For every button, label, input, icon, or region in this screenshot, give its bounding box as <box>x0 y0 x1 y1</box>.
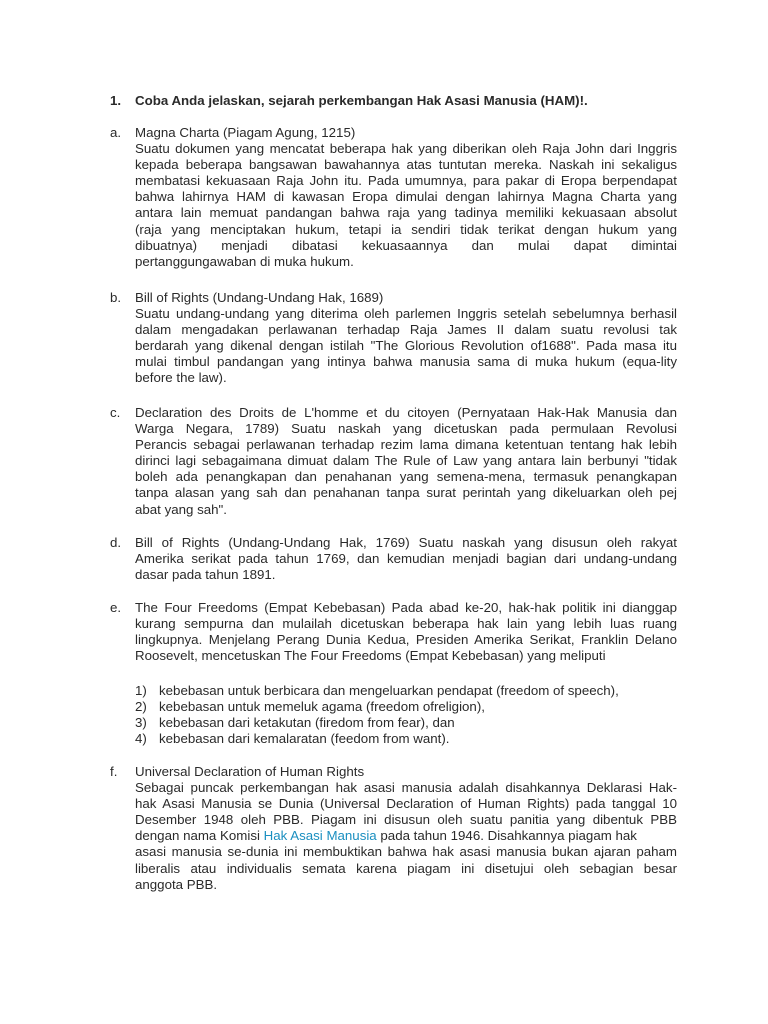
section-marker: e. <box>110 600 122 615</box>
paragraph-line: Suatu undang-undang yang diterima oleh parlemen Inggris setelah sebelumnya berhasil <box>135 306 677 322</box>
section-a <box>110 125 677 270</box>
paragraph-line: antara lain memuat pandangan bahwa raja yang tadinya memiliki kekuasaan absolut <box>135 205 677 221</box>
section-b <box>110 290 677 387</box>
paragraph-line: tanpa alasan yang sah dan penahanan tanpa surat perintah yang dikeluarkan oleh pej <box>135 485 677 501</box>
section-marker: f. <box>110 764 118 779</box>
paragraph-line: berdarah yang dikenal dengan istilah "The Glorious Revolution of1688". Pada masa itu <box>135 338 677 354</box>
paragraph-line: abat yang sah". <box>135 501 227 517</box>
list-item <box>135 683 675 699</box>
paragraph-line: dalam mengadakan perlawanan terhadap Raja James II dalam suatu revolusi tak <box>135 322 677 338</box>
paragraph-line: Perancis sebagai perlawanan terhadap rezim lama dimana ketentuan tentang hak lebih <box>135 437 677 453</box>
list-number: 1) <box>135 683 147 698</box>
section-body <box>135 290 677 387</box>
list-item <box>135 731 675 747</box>
list-text: kebebasan untuk memeluk agama (freedom ofreligion), <box>159 699 485 715</box>
section-d <box>110 535 677 583</box>
hak-asasi-manusia-link[interactable]: Hak Asasi Manusia <box>263 828 377 844</box>
section-body <box>135 600 677 664</box>
line-text-after: pada tahun 1946. Disahkannya piagam hak <box>376 828 637 844</box>
section-title: Bill of Rights (Undang-Undang Hak, 1769) Suatu naskah yang disusun oleh rakyat <box>135 535 677 550</box>
list-item <box>135 715 675 731</box>
line-text-before: dengan nama Komisi <box>135 828 264 844</box>
question-heading <box>110 93 670 109</box>
paragraph-line: Sebagai puncak perkembangan hak asasi manusia adalah disahkannya Deklarasi Hak- <box>135 780 677 796</box>
paragraph-line: Desember 1948 oleh PBB. Piagam ini disusun oleh suatu panitia yang dibentuk PBB <box>135 812 677 828</box>
list-text: kebebasan untuk berbicara dan mengeluarkan pendapat (freedom of speech), <box>159 683 619 698</box>
paragraph-line: (raja yang menciptakan hukum, tetapi ia sendiri tidak terikat dengan hukum yang <box>135 221 677 237</box>
list-number: 3) <box>135 715 147 731</box>
section-body <box>135 535 677 583</box>
list-number: 4) <box>135 731 147 747</box>
section-marker: b. <box>110 290 122 305</box>
list-text: kebebasan dari ketakutan (firedom from fear), dan <box>159 715 455 731</box>
paragraph-line: liberalis atau individualis semata karena piagam ini disetujui oleh sebagian besar <box>135 860 677 876</box>
section-body <box>135 125 677 270</box>
paragraph-line: membatasi kekuasaan Raja John itu. Pada umumnya, para pakar di Eropa berpendapat <box>135 173 677 189</box>
section-marker: d. <box>110 535 122 550</box>
paragraph-line: lingkupnya. Menjelang Perang Dunia Kedua, Presiden Amerika Serikat, Franklin Delano <box>135 632 677 648</box>
section-e <box>110 600 677 664</box>
section-body <box>135 764 677 893</box>
list-number: 2) <box>135 699 147 715</box>
paragraph-line: Roosevelt, mencetuskan The Four Freedoms (Empat Kebebasan) yang meliputi <box>135 648 606 664</box>
section-c <box>110 405 677 518</box>
freedoms-list <box>135 683 675 747</box>
heading-number: 1. <box>110 93 122 108</box>
section-marker: a. <box>110 125 122 140</box>
section-title: Universal Declaration of Human Rights <box>135 764 365 779</box>
section-body <box>135 405 677 518</box>
paragraph-line: pertanggungawaban di muka hukum. <box>135 253 354 269</box>
list-item <box>135 699 675 715</box>
paragraph-line: kurang sempurna dan mulailah dicetuskan beberapa hak lain yang lebih luas ruang <box>135 616 677 632</box>
section-title: The Four Freedoms (Empat Kebebasan) Pada abad ke-20, hak-hak politik ini dianggap <box>135 600 677 615</box>
paragraph-line: bahwa lahirnya HAM di kawasan Eropa dimulai dengan lahirnya Magna Charta yang <box>135 189 677 205</box>
paragraph-line: dirinci lagi sebagaimana dimuat dalam The Rule of Law yang antara lain berbunyi "tidak <box>135 453 677 469</box>
list-text: kebebasan dari kemalaratan (feedom from want). <box>159 731 450 747</box>
paragraph-line: asasi manusia se-dunia ini membuktikan bahwa hak asasi manusia bukan ajaran paham <box>135 844 677 860</box>
heading-text: Coba Anda jelaskan, sejarah perkembangan Hak Asasi Manusia (HAM)!. <box>135 93 588 108</box>
paragraph-line: hak Asasi Manusia se Dunia (Universal Declaration of Human Rights) pada tanggal 10 <box>135 796 677 812</box>
paragraph-line: anggota PBB. <box>135 876 218 892</box>
section-title: Magna Charta (Piagam Agung, 1215) <box>135 125 356 140</box>
section-title: Bill of Rights (Undang-Undang Hak, 1689) <box>135 290 384 305</box>
paragraph-line: boleh ada penangkapan dan penahanan yang semena-mena, termasuk penangkapan <box>135 469 677 485</box>
paragraph-line: kepada beberapa bangsawan bawahannya atas tuntutan mereka. Naskah ini sekaligus <box>135 157 677 173</box>
paragraph-line: before the law). <box>135 370 227 386</box>
paragraph-line: dibuatnya) menjadi dibatasi kekuasaannya dan mulai dapat dimintai <box>135 237 677 253</box>
paragraph-line: Suatu dokumen yang mencatat beberapa hak yang diberikan oleh Raja John dari Inggris <box>135 141 677 157</box>
paragraph-line: Warga Negara, 1789) Suatu naskah yang dicetuskan pada permulaan Revolusi <box>135 421 677 437</box>
section-marker: c. <box>110 405 121 420</box>
section-title: Declaration des Droits de L'homme et du citoyen (Pernyataan Hak-Hak Manusia dan <box>135 405 677 420</box>
paragraph-line: mulai timbul pandangan yang intinya bahwa manusia sama di muka hukum (equa-lity <box>135 354 677 370</box>
paragraph-line-with-link <box>135 828 677 844</box>
paragraph-line: dasar pada tahun 1891. <box>135 567 276 583</box>
paragraph-line: Amerika serikat pada tahun 1769, dan kemudian menjadi bagian dari undang-undang <box>135 551 677 567</box>
section-f <box>110 764 677 893</box>
